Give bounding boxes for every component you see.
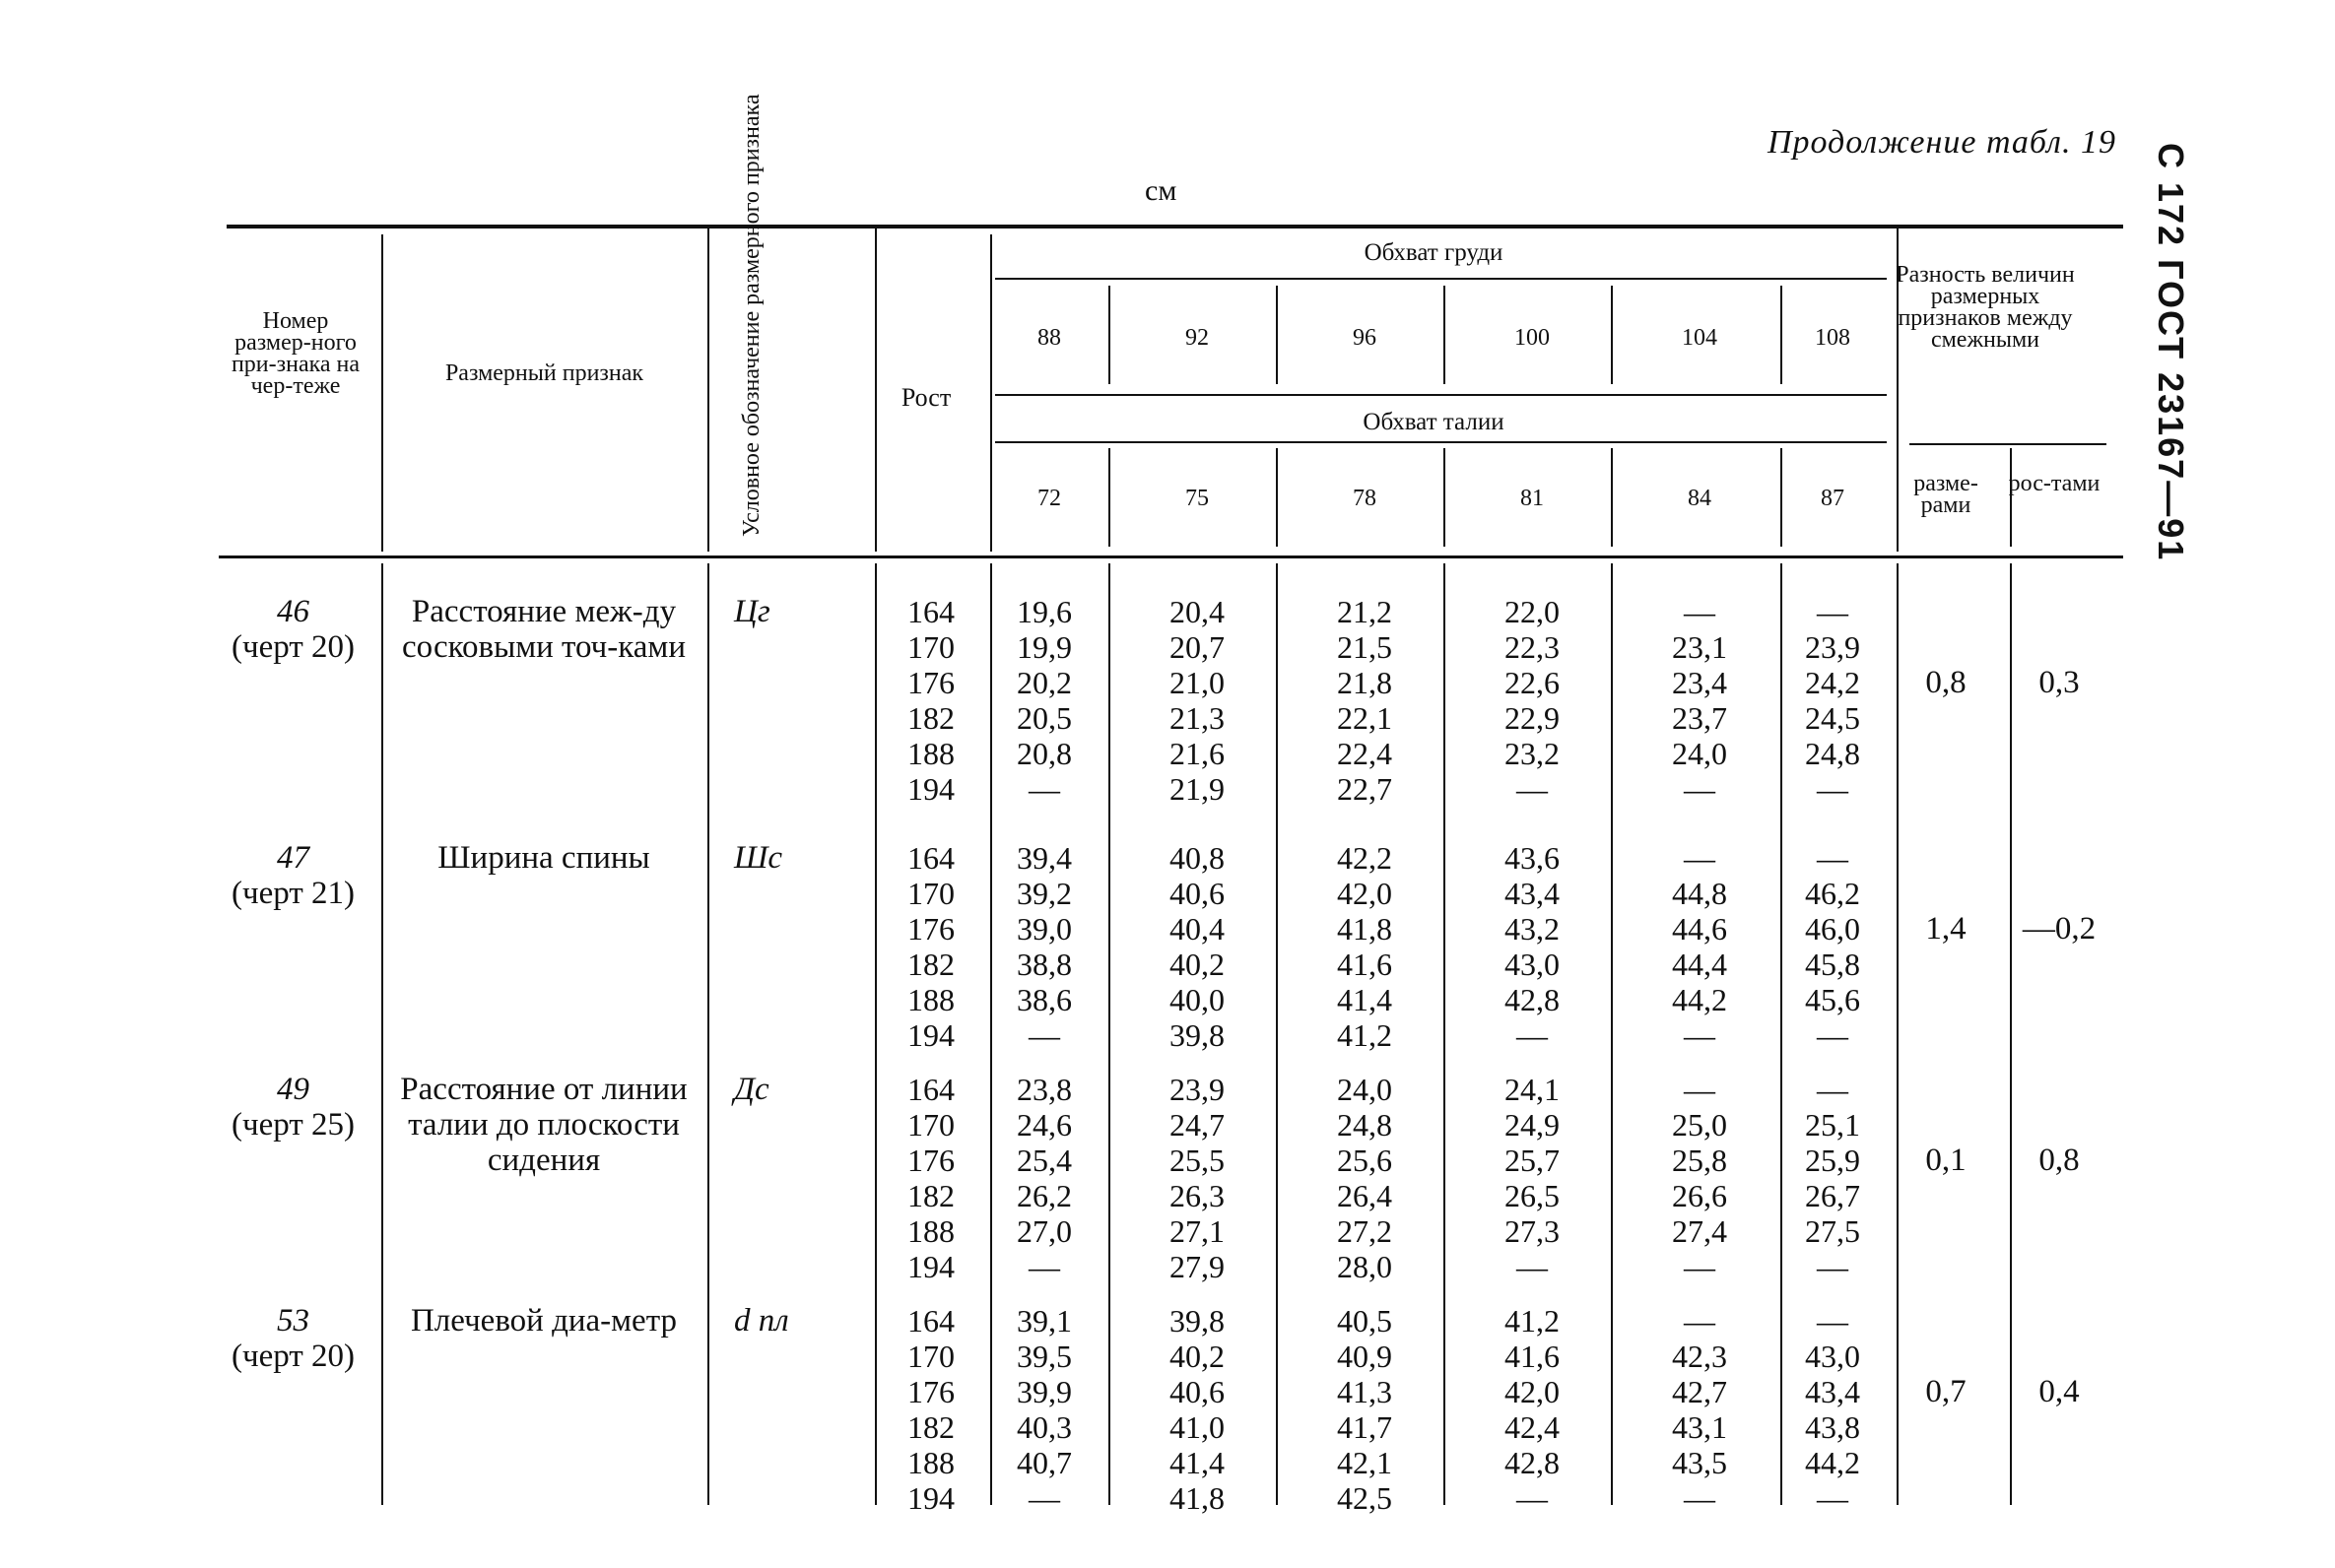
row-symbol: Дс	[734, 1072, 769, 1107]
row-values-chest-96: 24,0 24,8 25,6 26,4 27,2 28,0	[1337, 1072, 1392, 1284]
diff-group-label: Разность величин размерных признаков между смежными	[1896, 262, 2075, 353]
diff-size-header: разме-рами	[1913, 471, 1978, 518]
chest-value: 104	[1682, 325, 1717, 351]
row-values-chest-100: 41,2 41,6 42,0 42,4 42,8 —	[1504, 1303, 1560, 1516]
row-values-chest-88: 39,4 39,2 39,0 38,8 38,6 —	[1017, 840, 1072, 1053]
row-values-chest-100: 22,0 22,3 22,6 22,9 23,2 —	[1504, 594, 1560, 807]
header-divider	[381, 234, 383, 552]
row-diff-size: 0,7	[1925, 1374, 1967, 1409]
chest-group-rule	[995, 278, 1887, 280]
row-values-chest-96: 21,2 21,5 21,8 22,1 22,4 22,7	[1337, 594, 1392, 807]
row-values-chest-92: 40,8 40,6 40,4 40,2 40,0 39,8	[1169, 840, 1225, 1053]
row-heights: 164 170 176 182 188 194	[907, 1072, 955, 1284]
row-drawing-ref: (черт 20)	[232, 1339, 355, 1374]
waist-group-rule-top	[995, 394, 1887, 396]
chest-value: 100	[1514, 325, 1550, 351]
waist-group-label: Обхват талии	[1363, 409, 1504, 435]
row-feature: Расстояние от линии талии до плоскости сидения	[400, 1072, 688, 1178]
row-diff-height: 0,3	[2038, 665, 2080, 700]
row-values-chest-108: — 43,0 43,4 43,8 44,2 —	[1805, 1303, 1860, 1516]
diff-height-header: рос-тами	[2008, 471, 2101, 496]
row-diff-size: 0,8	[1925, 665, 1967, 700]
row-heights: 164 170 176 182 188 194	[907, 594, 955, 807]
diff-group-rule	[1909, 443, 2106, 445]
row-values-chest-108: — 46,2 46,0 45,8 45,6 —	[1805, 840, 1860, 1053]
table-row	[0, 1303, 2335, 1539]
row-diff-size: 0,1	[1925, 1143, 1967, 1178]
row-drawing-ref: (черт 21)	[232, 876, 355, 911]
header-height: Рост	[901, 383, 952, 412]
continuation-caption: Продолжение табл. 19	[1767, 124, 2116, 161]
row-symbol: Шс	[734, 840, 783, 876]
waist-value: 75	[1185, 486, 1209, 511]
row-values-chest-104: — 25,0 25,8 26,6 27,4 —	[1672, 1072, 1727, 1284]
row-feature: Плечевой диа-метр	[410, 1303, 678, 1339]
row-number: 53	[277, 1303, 309, 1339]
row-number-cell	[212, 1303, 374, 1374]
row-values-chest-104: — 44,8 44,6 44,4 44,2 —	[1672, 840, 1727, 1053]
table-top-rule	[227, 225, 2123, 229]
row-number-cell	[212, 1072, 374, 1143]
row-values-chest-104: — 23,1 23,4 23,7 24,0 —	[1672, 594, 1727, 807]
row-values-chest-88: 19,6 19,9 20,2 20,5 20,8 —	[1017, 594, 1072, 807]
row-diff-height: 0,4	[2038, 1374, 2080, 1409]
row-drawing-ref: (черт 25)	[232, 1107, 355, 1143]
row-feature: Ширина спины	[437, 840, 650, 876]
header-symbol	[709, 94, 857, 537]
row-number: 46	[277, 594, 309, 629]
header-number: Номер размер-ного при-знака на чер-теже	[231, 308, 361, 399]
waist-value: 81	[1520, 486, 1544, 511]
header-divider	[1108, 286, 1110, 384]
row-number-cell	[212, 840, 374, 911]
standard-code-label	[2150, 143, 2209, 562]
header-feature: Размерный признак	[444, 360, 644, 386]
row-values-chest-92: 39,8 40,2 40,6 41,0 41,4 41,8	[1169, 1303, 1225, 1516]
row-values-chest-92: 20,4 20,7 21,0 21,3 21,6 21,9	[1169, 594, 1225, 807]
row-number: 49	[277, 1072, 309, 1107]
row-values-chest-92: 23,9 24,7 25,5 26,3 27,1 27,9	[1169, 1072, 1225, 1284]
header-divider	[1108, 448, 1110, 547]
chest-value: 108	[1815, 325, 1850, 351]
row-feature: Расстояние меж-ду сосковыми точ-ками	[402, 594, 686, 665]
header-bottom-rule	[219, 555, 2123, 558]
table-row	[0, 840, 2335, 1077]
table-row	[0, 1072, 2335, 1308]
row-diff-height: 0,8	[2038, 1143, 2080, 1178]
header-divider	[2010, 448, 2012, 547]
chest-value: 88	[1037, 325, 1061, 351]
waist-value: 87	[1821, 486, 1844, 511]
row-heights: 164 170 176 182 188 194	[907, 1303, 955, 1516]
row-symbol: d пл	[734, 1303, 789, 1339]
chest-value: 96	[1353, 325, 1376, 351]
unit-label: см	[1145, 174, 1177, 207]
row-values-chest-100: 43,6 43,4 43,2 43,0 42,8 —	[1504, 840, 1560, 1053]
standard-code-text: С 172 ГОСТ 23167—91	[2151, 143, 2191, 562]
row-values-chest-88: 39,1 39,5 39,9 40,3 40,7 —	[1017, 1303, 1072, 1516]
header-divider	[990, 234, 992, 552]
row-number: 47	[277, 840, 309, 876]
row-values-chest-96: 40,5 40,9 41,3 41,7 42,1 42,5	[1337, 1303, 1392, 1516]
header-symbol-text: Условное обозначение размерного признака	[739, 94, 765, 537]
waist-value: 84	[1688, 486, 1711, 511]
chest-value: 92	[1185, 325, 1209, 351]
table-row	[0, 594, 2335, 830]
row-values-chest-96: 42,2 42,0 41,8 41,6 41,4 41,2	[1337, 840, 1392, 1053]
row-values-chest-108: — 25,1 25,9 26,7 27,5 —	[1805, 1072, 1860, 1284]
waist-group-rule-bottom	[995, 441, 1887, 443]
row-values-chest-100: 24,1 24,9 25,7 26,5 27,3 —	[1504, 1072, 1560, 1284]
row-number-cell	[212, 594, 374, 665]
row-values-chest-108: — 23,9 24,2 24,5 24,8 —	[1805, 594, 1860, 807]
waist-value: 78	[1353, 486, 1376, 511]
row-values-chest-104: — 42,3 42,7 43,1 43,5 —	[1672, 1303, 1727, 1516]
row-heights: 164 170 176 182 188 194	[907, 840, 955, 1053]
row-values-chest-88: 23,8 24,6 25,4 26,2 27,0 —	[1017, 1072, 1072, 1284]
row-diff-size: 1,4	[1925, 911, 1967, 947]
waist-value: 72	[1037, 486, 1061, 511]
row-symbol: Цг	[734, 594, 770, 629]
chest-group-label: Обхват груди	[1364, 239, 1503, 266]
row-drawing-ref: (черт 20)	[232, 629, 355, 665]
row-diff-height: —0,2	[2022, 911, 2097, 947]
